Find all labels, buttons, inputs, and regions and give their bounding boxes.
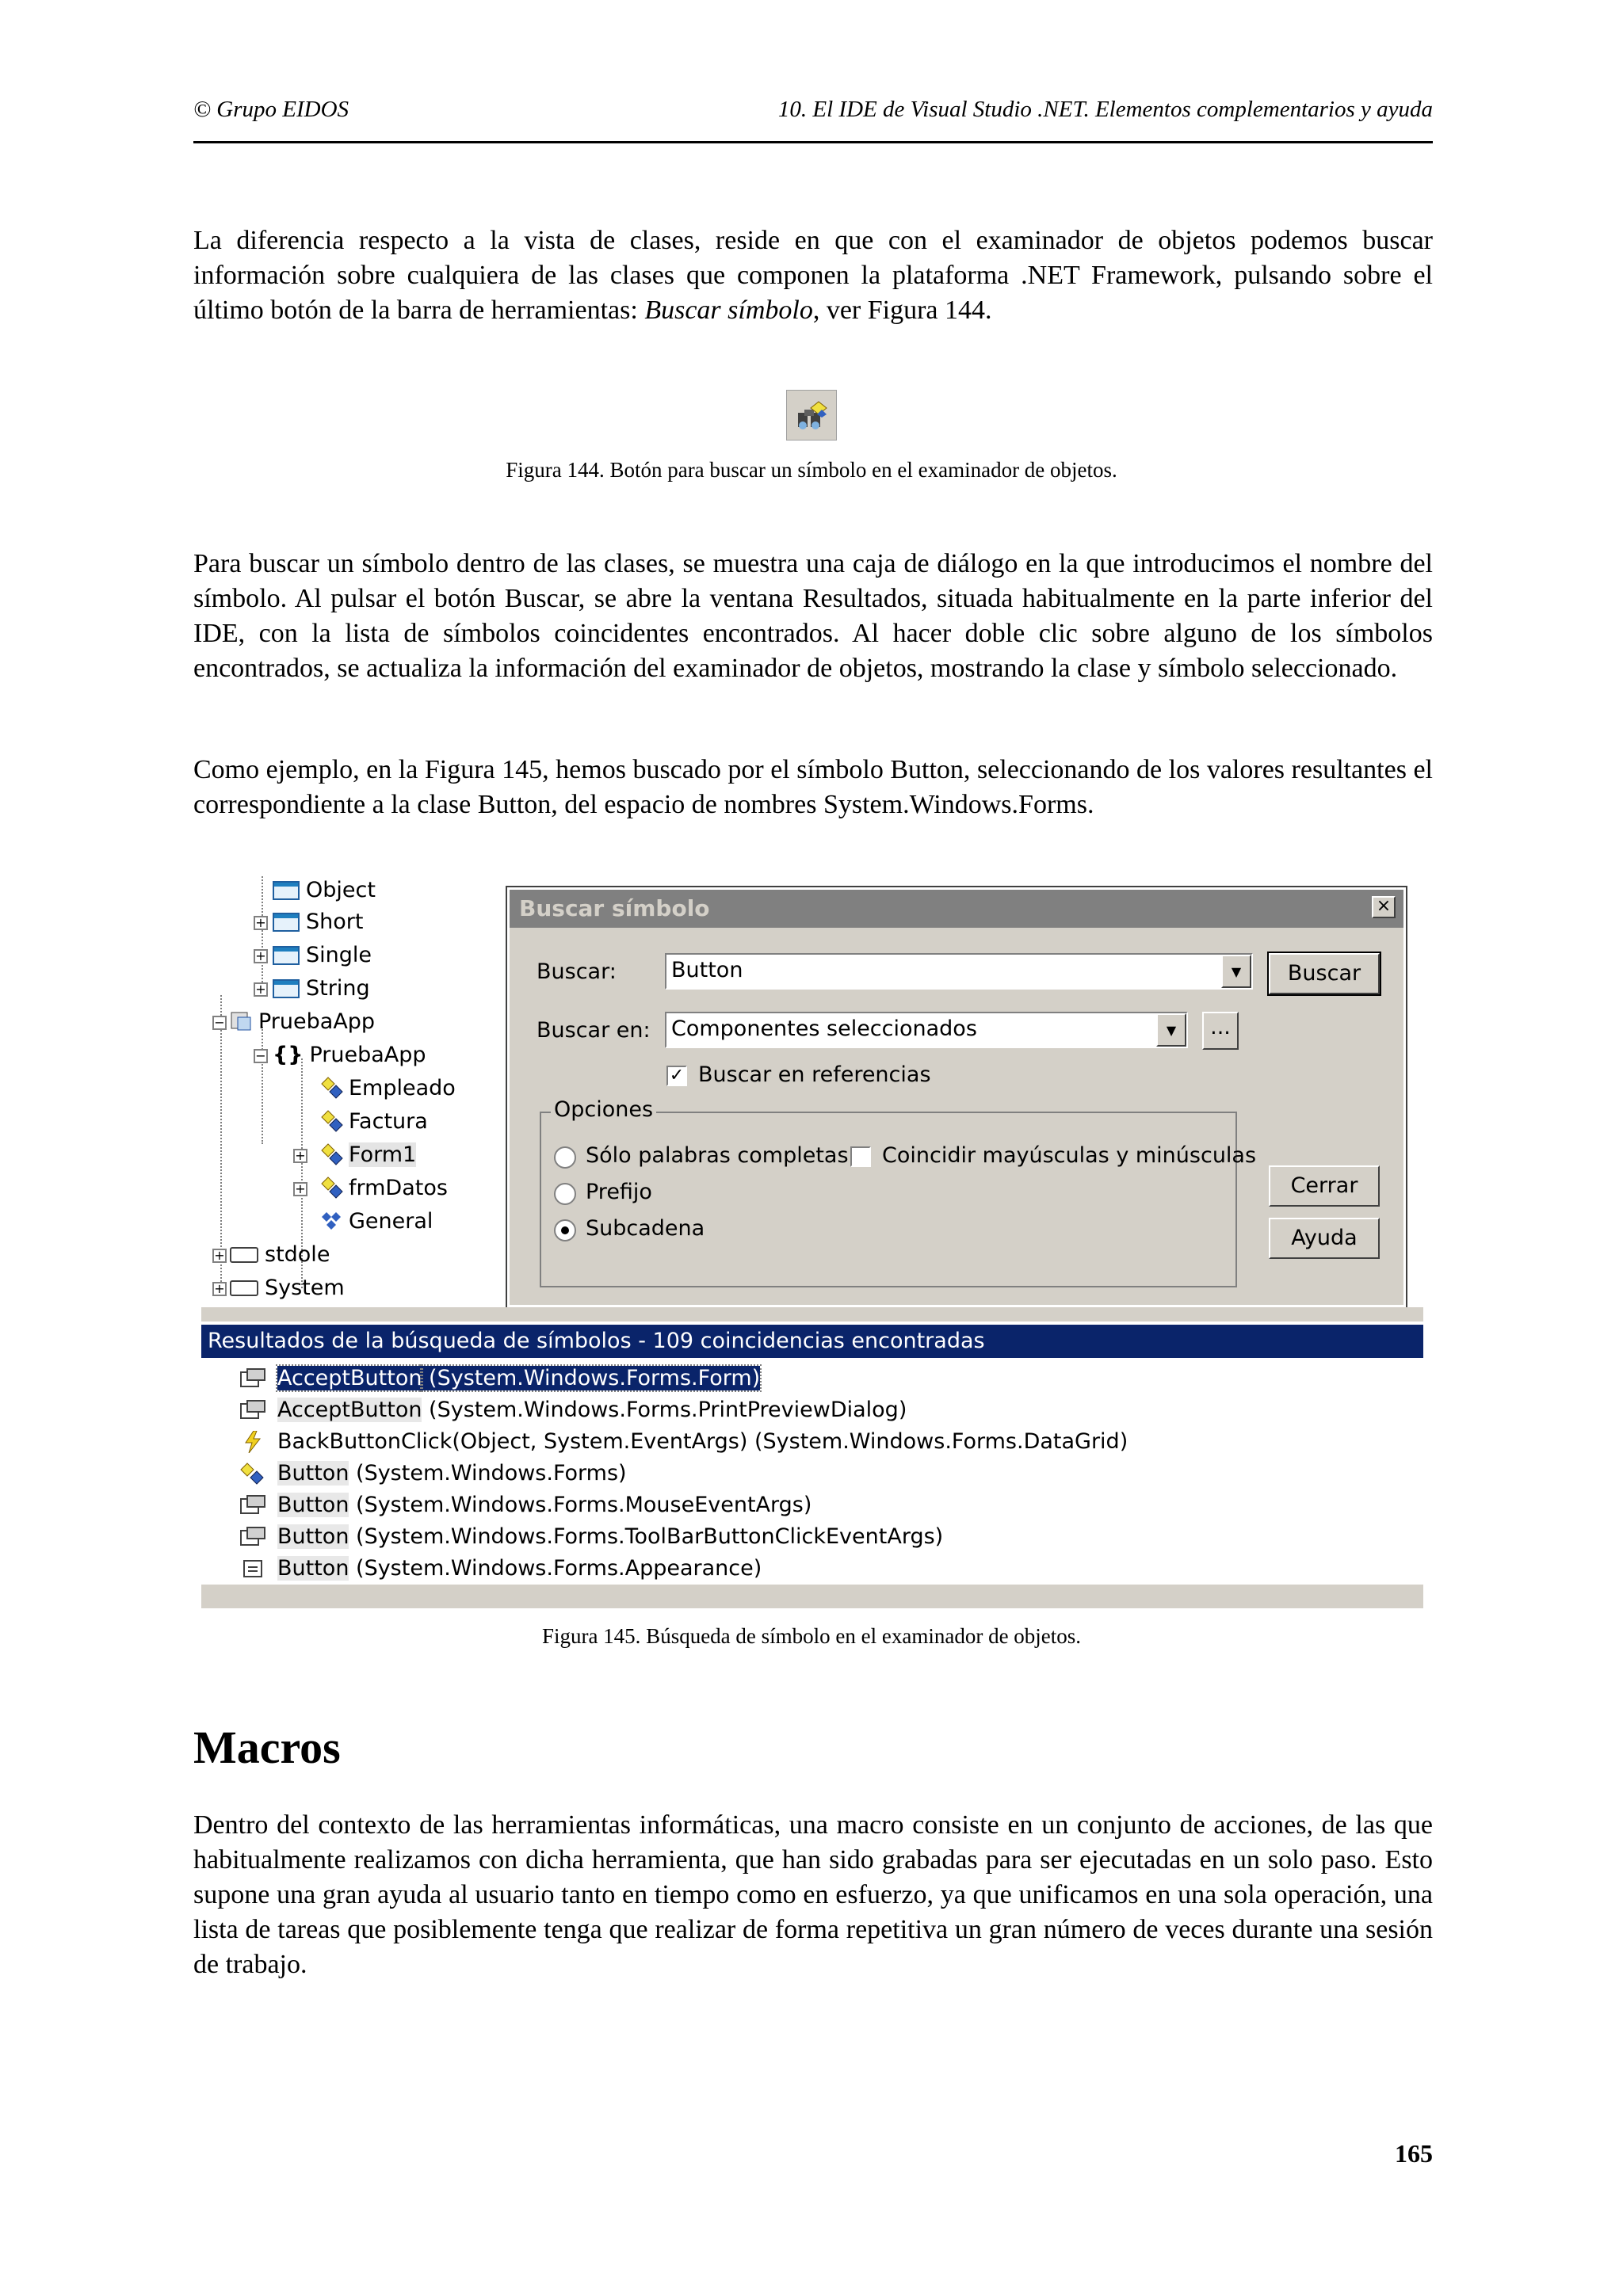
- figure-145-caption: Figura 145. Búsqueda de símbolo en el examinador de objetos.: [541, 1624, 1082, 1648]
- class-diamond-icon: [320, 1142, 344, 1166]
- splitter[interactable]: [201, 1307, 1423, 1322]
- paragraph-3: Como ejemplo, en la Figura 145, hemos buscado por el símbolo Button, seleccionando de los valores resultantes el correspondiente a la clase Button, del espacio de nombres System.Windows.Forms.: [193, 755, 1433, 819]
- search-history-dropdown[interactable]: ▼: [1221, 955, 1251, 988]
- paragraph-1: [193, 223, 1433, 328]
- expand-icon[interactable]: +: [212, 1282, 227, 1296]
- ayuda-button[interactable]: Ayuda: [1269, 1218, 1380, 1259]
- buscar-en-label: Buscar en:: [537, 1018, 651, 1043]
- expand-icon[interactable]: +: [293, 1149, 307, 1163]
- event-icon: [239, 1431, 266, 1453]
- search-references-checkbox[interactable]: ✓: [666, 1066, 687, 1086]
- substring-label: Subcadena: [586, 1216, 705, 1241]
- tree-item-single[interactable]: Single: [273, 941, 372, 970]
- tree-item-stdole[interactable]: stdole: [230, 1241, 330, 1269]
- result-row[interactable]: Button (System.Windows.Forms.Appearance): [277, 1556, 762, 1581]
- search-scope-dropdown-icon[interactable]: ▼: [1156, 1013, 1186, 1047]
- paragraph-4: Dentro del contexto de las herramientas informáticas, una macro consiste en un conjunto de acciones, de las que habitualmente realizamos con dicha herramienta, que han sido grabadas para ser ejecutadas en un solo paso. Esto supone una gran ayuda al usuario tanto en tiempo como en esfuerzo, ya que unificamos en una sola operación, una lista de tareas que posiblemente tenga que realizar de forma repetitiva un gran número de veces durante una sesión de trabajo.: [193, 1810, 1433, 1979]
- header-left: © Grupo EIDOS: [193, 97, 349, 122]
- browse-button[interactable]: ...: [1202, 1012, 1239, 1050]
- section-heading: Macros: [193, 1722, 341, 1773]
- paragraph-1-tail: , ver Figura 144.: [812, 296, 992, 325]
- tree-item-frmdatos[interactable]: frmDatos: [320, 1174, 448, 1203]
- expand-icon[interactable]: +: [212, 1249, 227, 1263]
- running-header: [193, 93, 1433, 143]
- namespace-icon: {}: [273, 1043, 304, 1067]
- tree-item-general[interactable]: General: [320, 1207, 433, 1236]
- result-row[interactable]: AcceptButton (System.Windows.Forms.PrintPreviewDialog): [277, 1398, 907, 1422]
- paragraph-1-text: La diferencia respecto a la vista de clases, reside en que con el examinador de objetos podemos buscar información sobre cualquiera de las clases que componen la plataforma .NET Framework, pulsando sobre el último botón de la barra de herramientas:: [193, 226, 1433, 325]
- find-symbol-toolbar-icon: [786, 390, 837, 441]
- expand-icon[interactable]: +: [293, 1182, 307, 1196]
- buscar-button[interactable]: Buscar: [1269, 953, 1380, 994]
- prefix-label: Prefijo: [586, 1180, 652, 1204]
- class-icon: [273, 946, 300, 965]
- expand-icon[interactable]: +: [254, 916, 268, 930]
- tree-item-system[interactable]: System: [230, 1274, 345, 1302]
- assembly-icon: [230, 1247, 258, 1263]
- expand-icon[interactable]: +: [254, 949, 268, 963]
- tree-item-string[interactable]: String: [273, 974, 370, 1003]
- match-case-checkbox[interactable]: [850, 1146, 871, 1167]
- result-row[interactable]: Button (System.Windows.Forms): [277, 1461, 627, 1486]
- collapse-icon[interactable]: −: [254, 1049, 268, 1063]
- tree-item-pruebaapp-namespace[interactable]: {} PruebaApp: [273, 1043, 426, 1067]
- assembly-icon: [230, 1280, 258, 1296]
- paragraph-1-emphasis: Buscar símbolo: [644, 296, 813, 325]
- expand-icon[interactable]: +: [254, 982, 268, 997]
- result-row[interactable]: Button (System.Windows.Forms.MouseEventArgs): [277, 1493, 812, 1517]
- options-group-title: Opciones: [551, 1097, 656, 1122]
- close-button[interactable]: ×: [1372, 896, 1396, 918]
- paragraph-2: Para buscar un símbolo dentro de las clases, se muestra una caja de diálogo en la que introducimos el nombre del símbolo. Al pulsar el botón Buscar, se abre la ventana Resultados, situada habitualmente en la parte inferior del IDE, con la lista de símbolos coincidentes encontrados. Al hacer doble clic sobre alguno de los símbolos encontrados, se actualiza la información del examinador de objetos, mostrando la clase y símbolo seleccionado.: [193, 549, 1433, 683]
- tree-item-factura[interactable]: Factura: [320, 1108, 428, 1136]
- tree-item-form1[interactable]: Form1: [320, 1141, 416, 1169]
- substring-radio[interactable]: [554, 1219, 576, 1241]
- dialog-title: Buscar símbolo: [510, 890, 1403, 928]
- class-diamond-icon: [320, 1176, 344, 1199]
- prefix-radio[interactable]: [554, 1183, 576, 1205]
- search-input[interactable]: Button: [665, 953, 1253, 990]
- find-symbol-screenshot: [201, 876, 1423, 1608]
- tree-item-pruebaapp-project[interactable]: PruebaApp: [230, 1008, 375, 1036]
- header-right: 10. El IDE de Visual Studio .NET. Elementos complementarios y ayuda: [777, 97, 1433, 122]
- property-icon: [239, 1367, 266, 1390]
- object-browser-tree: [201, 876, 502, 1317]
- buscar-label: Buscar:: [537, 959, 617, 984]
- whole-words-label: Sólo palabras completas: [586, 1143, 849, 1168]
- result-row[interactable]: AcceptButton (System.Windows.Forms.Form): [277, 1366, 761, 1390]
- class-diamond-icon: [320, 1109, 344, 1133]
- module-icon: [320, 1209, 344, 1233]
- enum-member-icon: [239, 1558, 266, 1580]
- results-tab-strip: [201, 1583, 1423, 1608]
- class-icon: [273, 979, 300, 998]
- class-icon: [273, 881, 300, 900]
- project-icon: [230, 1009, 254, 1033]
- match-case-label: Coincidir mayúsculas y minúsculas: [882, 1143, 1257, 1168]
- find-symbol-dialog: [507, 887, 1406, 1307]
- result-row[interactable]: Button (System.Windows.Forms.ToolBarButtonClickEventArgs): [277, 1524, 944, 1549]
- tree-item-empleado[interactable]: Empleado: [320, 1074, 456, 1103]
- symbol-search-results-window: [201, 1325, 1423, 1608]
- property-icon: [239, 1399, 266, 1421]
- tree-item-object[interactable]: Object: [273, 876, 376, 905]
- page-number: 165: [1395, 2139, 1433, 2168]
- property-icon: [239, 1526, 266, 1548]
- search-references-label: Buscar en referencias: [698, 1062, 931, 1087]
- search-scope-select[interactable]: Componentes seleccionados: [665, 1012, 1188, 1048]
- whole-words-radio[interactable]: [554, 1146, 576, 1169]
- result-row[interactable]: BackButtonClick(Object, System.EventArgs) (System.Windows.Forms.DataGrid): [277, 1429, 1128, 1454]
- cerrar-button[interactable]: Cerrar: [1269, 1165, 1380, 1207]
- class-diamond-icon: [320, 1076, 344, 1100]
- class-diamond-icon: [239, 1463, 266, 1485]
- tree-item-short[interactable]: Short: [273, 908, 363, 936]
- results-title-bar: Resultados de la búsqueda de símbolos - 109 coincidencias encontradas: [201, 1325, 1423, 1358]
- class-icon: [273, 913, 300, 932]
- collapse-icon[interactable]: −: [212, 1016, 227, 1030]
- property-icon: [239, 1494, 266, 1516]
- figure-144-caption: Figura 144. Botón para buscar un símbolo en el examinador de objetos.: [506, 458, 1117, 482]
